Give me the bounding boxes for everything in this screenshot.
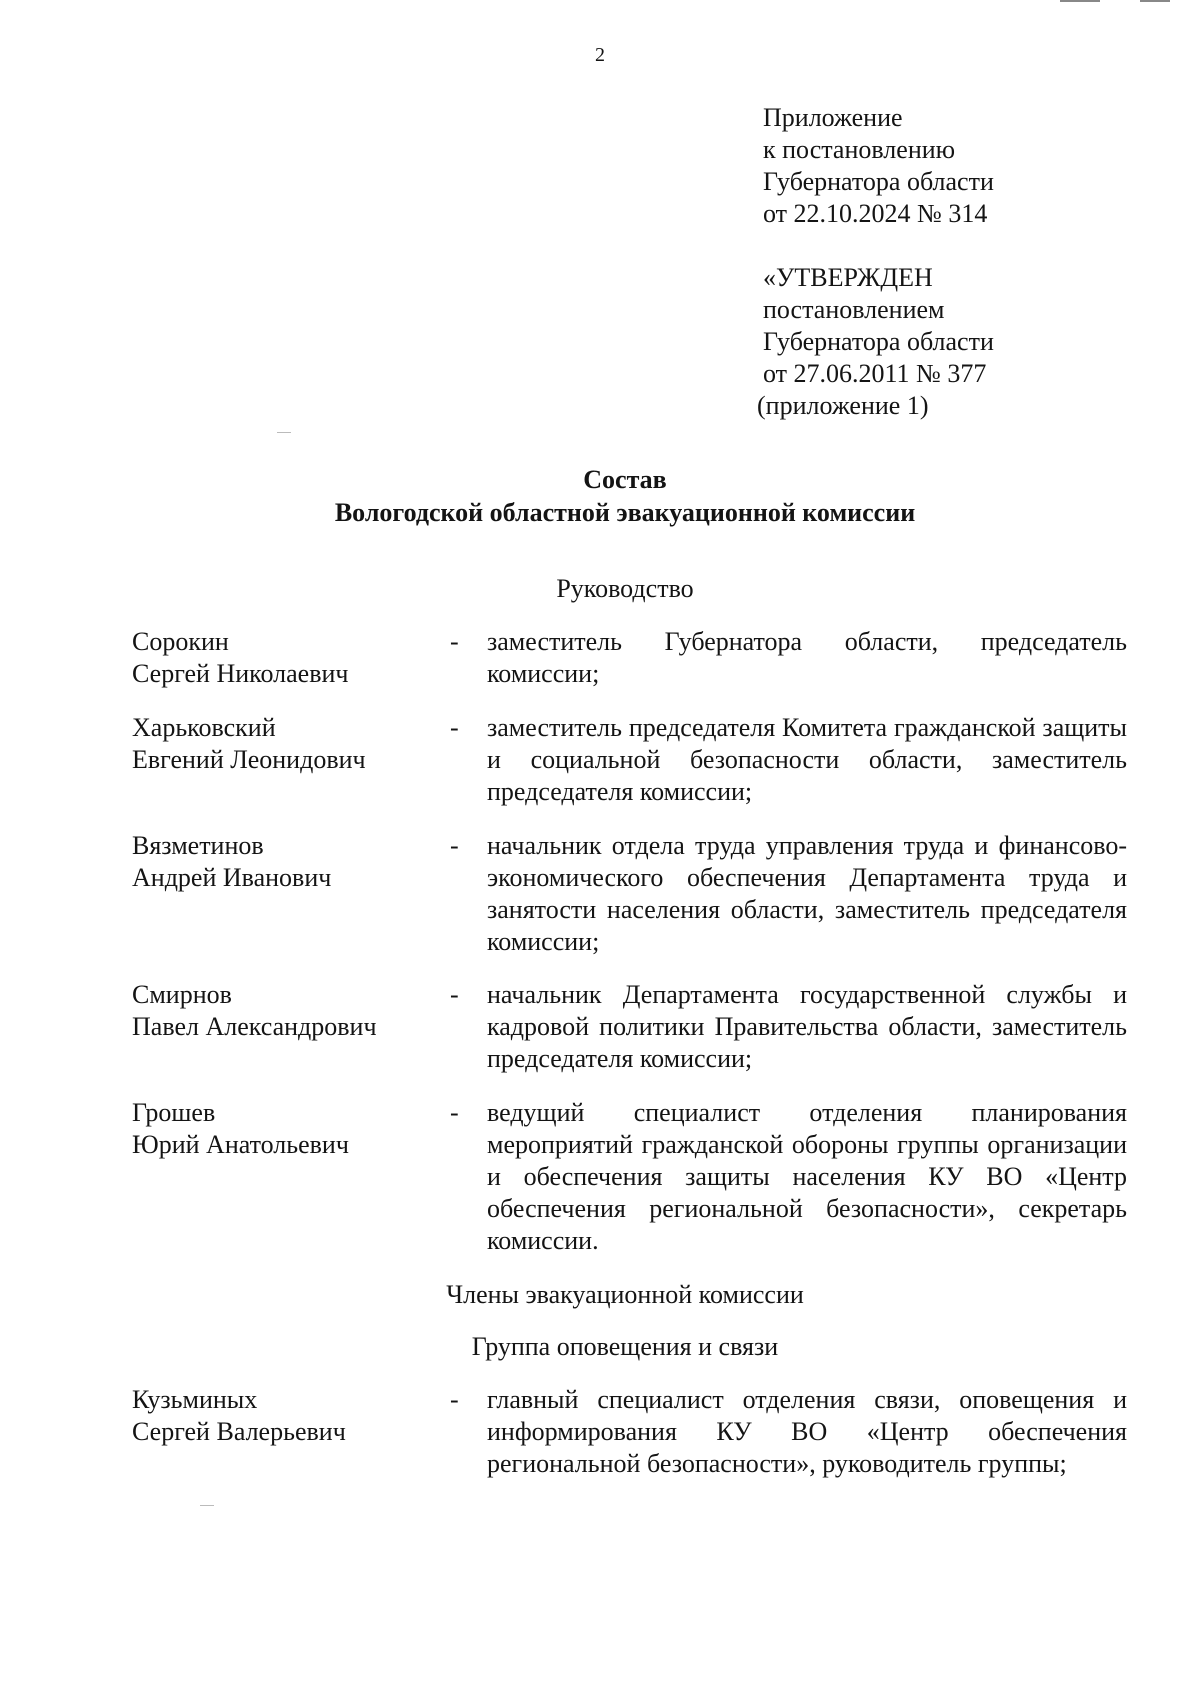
appendix-note (763, 102, 994, 230)
approval-line: от 27.06.2011 № 377 (763, 359, 987, 388)
document-title (0, 463, 1200, 529)
approval-note (757, 262, 994, 422)
title-line-2: Вологодской областной эвакуационной комиссии (334, 498, 916, 527)
member-given-name: Сергей Николаевич (132, 659, 349, 688)
member-role: главный специалист отделения связи, оповещения и информирования КУ ВО «Центр обеспечения региональной безопасности», руководитель группы; (487, 1385, 1127, 1478)
member-dash: - (450, 713, 459, 742)
member-surname: Сорокин (132, 627, 229, 656)
member-given-name: Андрей Иванович (132, 863, 332, 892)
member-name (132, 830, 432, 894)
member-given-name: Евгений Леонидович (132, 745, 366, 774)
appendix-line: Губернатора области (763, 167, 994, 196)
section-heading-notification-group: Группа оповещения и связи (471, 1332, 779, 1361)
member-dash: - (450, 831, 459, 860)
member-dash: - (450, 1098, 459, 1127)
member-surname: Кузьминых (132, 1385, 258, 1414)
appendix-line: от 22.10.2024 № 314 (763, 199, 988, 228)
member-role: ведущий специалист отделения планирования мероприятий гражданской обороны группы организации и обеспечения защиты населения КУ ВО «Центр обеспечения региональной безопасности», секретарь комиссии. (487, 1098, 1127, 1255)
scan-edge-mark (1140, 0, 1170, 2)
scan-speck (200, 1505, 214, 1506)
member-surname: Вязметинов (132, 831, 264, 860)
member-role: начальник Департамента государственной службы и кадровой политики Правительства области, заместитель председателя комиссии; (487, 980, 1127, 1073)
member-given-name: Павел Александрович (132, 1012, 377, 1041)
member-name (132, 1097, 432, 1161)
member-given-name: Юрий Анатольевич (132, 1130, 349, 1159)
section-heading-leadership: Руководство (556, 574, 694, 603)
member-role: заместитель председателя Комитета гражданской защиты и социальной безопасности области, заместитель председателя комиссии; (487, 713, 1127, 806)
member-role: начальник отдела труда управления труда и финансово-экономического обеспечения Департамента труда и занятости населения области, заместитель председателя комиссии; (487, 831, 1127, 956)
title-line-1: Состав (583, 465, 667, 494)
approval-line: Губернатора области (763, 327, 994, 356)
section-heading-members: Члены эвакуационной комиссии (446, 1280, 804, 1309)
member-surname: Грошев (132, 1098, 216, 1127)
member-dash: - (450, 627, 459, 656)
approval-line: постановлением (763, 295, 945, 324)
member-name (132, 712, 432, 776)
member-surname: Харьковский (132, 713, 276, 742)
member-given-name: Сергей Валерьевич (132, 1417, 346, 1446)
member-surname: Смирнов (132, 980, 232, 1009)
appendix-line: Приложение (763, 103, 903, 132)
member-name (132, 1384, 432, 1448)
scan-speck (277, 432, 291, 433)
approval-line: «УТВЕРЖДЕН (763, 263, 933, 292)
page-number: 2 (595, 44, 605, 66)
member-name (132, 979, 432, 1043)
member-dash: - (450, 980, 459, 1009)
approval-line: (приложение 1) (757, 391, 929, 420)
scan-edge-mark (1060, 0, 1100, 2)
member-dash: - (450, 1385, 459, 1414)
appendix-line: к постановлению (763, 135, 956, 164)
member-name (132, 626, 432, 690)
member-role: заместитель Губернатора области, председатель комиссии; (487, 627, 1127, 688)
